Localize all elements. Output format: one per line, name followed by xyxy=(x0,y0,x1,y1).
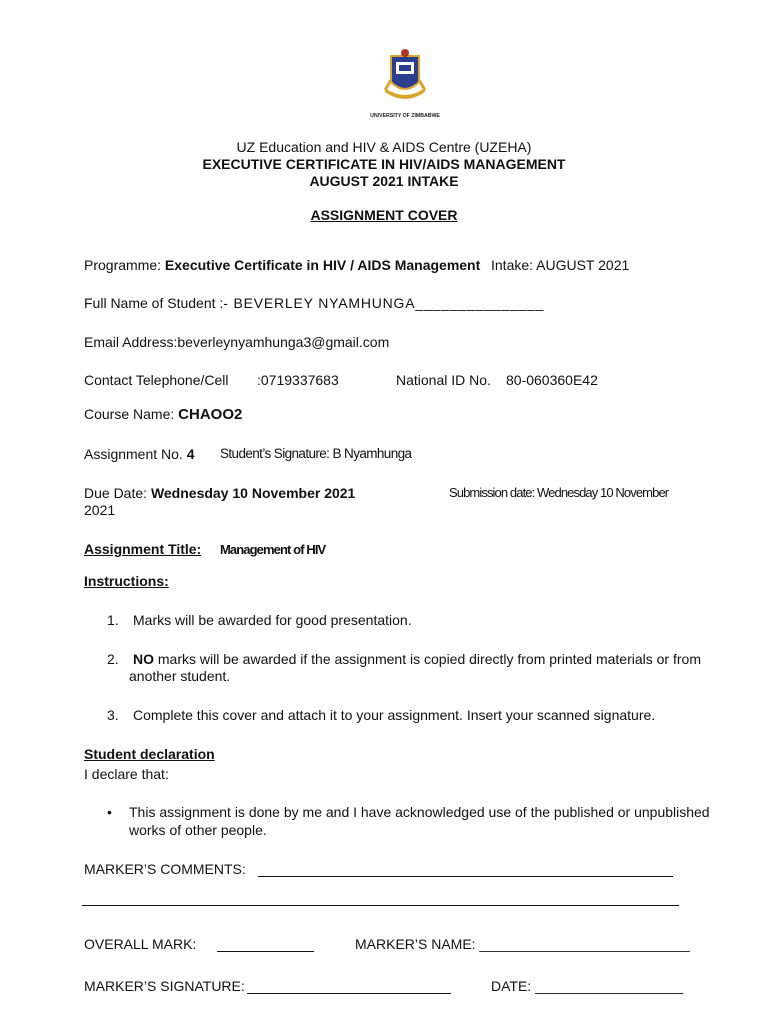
national-id-value: 80-060360E42 xyxy=(506,372,598,388)
assignment-row xyxy=(84,446,195,462)
assignment-title-label: Assignment Title: xyxy=(84,541,202,557)
instruction-item-2 xyxy=(133,651,701,667)
programme-row xyxy=(84,257,480,273)
course-value: CHAOO2 xyxy=(178,406,243,423)
overall-mark-line xyxy=(217,951,314,952)
page-title: ASSIGNMENT COVER xyxy=(310,207,458,223)
instruction-number-1: 1. xyxy=(107,612,119,628)
marker-signature-label: MARKER’S SIGNATURE: xyxy=(84,978,245,994)
submission-date: Submission date: Wednesday 10 November xyxy=(449,485,669,500)
email-field: Email Address:beverleynyamhunga3@gmail.com xyxy=(84,334,390,350)
due-date-value: Wednesday 10 November 2021 xyxy=(150,485,356,501)
university-crest-icon xyxy=(355,44,455,122)
university-logo xyxy=(355,44,455,122)
due-date-label: Due Date: xyxy=(84,485,151,501)
fullname-value: - BEVERLEY NYAMHUNGA_______________ xyxy=(223,295,545,311)
assignment-value: 4 xyxy=(186,446,195,462)
fullname-row xyxy=(84,295,544,311)
instruction-item-2-continued: another student. xyxy=(129,668,231,684)
phone-value: :0719337683 xyxy=(257,372,339,388)
course-label: Course Name: xyxy=(84,406,179,422)
centre-name: UZ Education and HIV & AIDS Centre (UZEHA) xyxy=(236,139,532,155)
marker-comments-label: MARKER’S COMMENTS: xyxy=(84,861,246,877)
declaration-line-2: works of other people. xyxy=(129,822,267,838)
instructions-heading: Instructions: xyxy=(84,573,169,589)
instruction-item-2-text: marks will be awarded if the assignment is copied directly from printed materials or from xyxy=(154,651,701,667)
national-id-label: National ID No. xyxy=(396,372,491,388)
course-row xyxy=(84,406,242,423)
marker-comments-line xyxy=(258,876,673,877)
instruction-number-3: 3. xyxy=(107,707,119,723)
overall-mark-label: OVERALL MARK: xyxy=(84,936,197,952)
declaration-line-1: This assignment is done by me and I have acknowledged use of the published or unpublished xyxy=(129,804,710,820)
date-field: DATE: ___________________ xyxy=(491,978,684,994)
assignment-label: Assignment No. xyxy=(84,446,187,462)
submission-year: 2021 xyxy=(84,502,116,518)
intake-field: Intake: AUGUST 2021 xyxy=(491,257,630,273)
instruction-number-2: 2. xyxy=(107,651,119,667)
programme-label: Programme: xyxy=(84,257,165,273)
instruction-item-3: Complete this cover and attach it to your assignment. Insert your scanned signature. xyxy=(133,707,656,723)
marker-name-field: MARKER’S NAME: ___________________________ xyxy=(355,936,690,952)
marker-comments-line-2 xyxy=(82,905,679,906)
student-signature: Student’s Signature: B Nyamhunga xyxy=(220,446,412,461)
certificate-title: EXECUTIVE CERTIFICATE IN HIV/AIDS MANAGEMENT xyxy=(202,156,566,172)
fullname-label: Full Name of Student : xyxy=(84,295,224,311)
due-date-row xyxy=(84,485,355,501)
instruction-item-1: Marks will be awarded for good presentation. xyxy=(133,612,412,628)
instruction-item-2-emphasis: NO xyxy=(133,651,154,667)
intake-title: AUGUST 2021 INTAKE xyxy=(309,173,459,189)
bullet-icon: • xyxy=(107,804,112,820)
declaration-intro: I declare that: xyxy=(84,766,169,782)
assignment-title-value: Management of HIV xyxy=(220,542,326,557)
declaration-heading: Student declaration xyxy=(84,746,215,762)
marker-signature-line xyxy=(247,993,451,994)
logo-caption: UNIVERSITY OF ZIMBABWE xyxy=(370,113,440,119)
phone-label: Contact Telephone/Cell xyxy=(84,372,229,388)
programme-value: Executive Certificate in HIV / AIDS Management xyxy=(164,257,481,273)
